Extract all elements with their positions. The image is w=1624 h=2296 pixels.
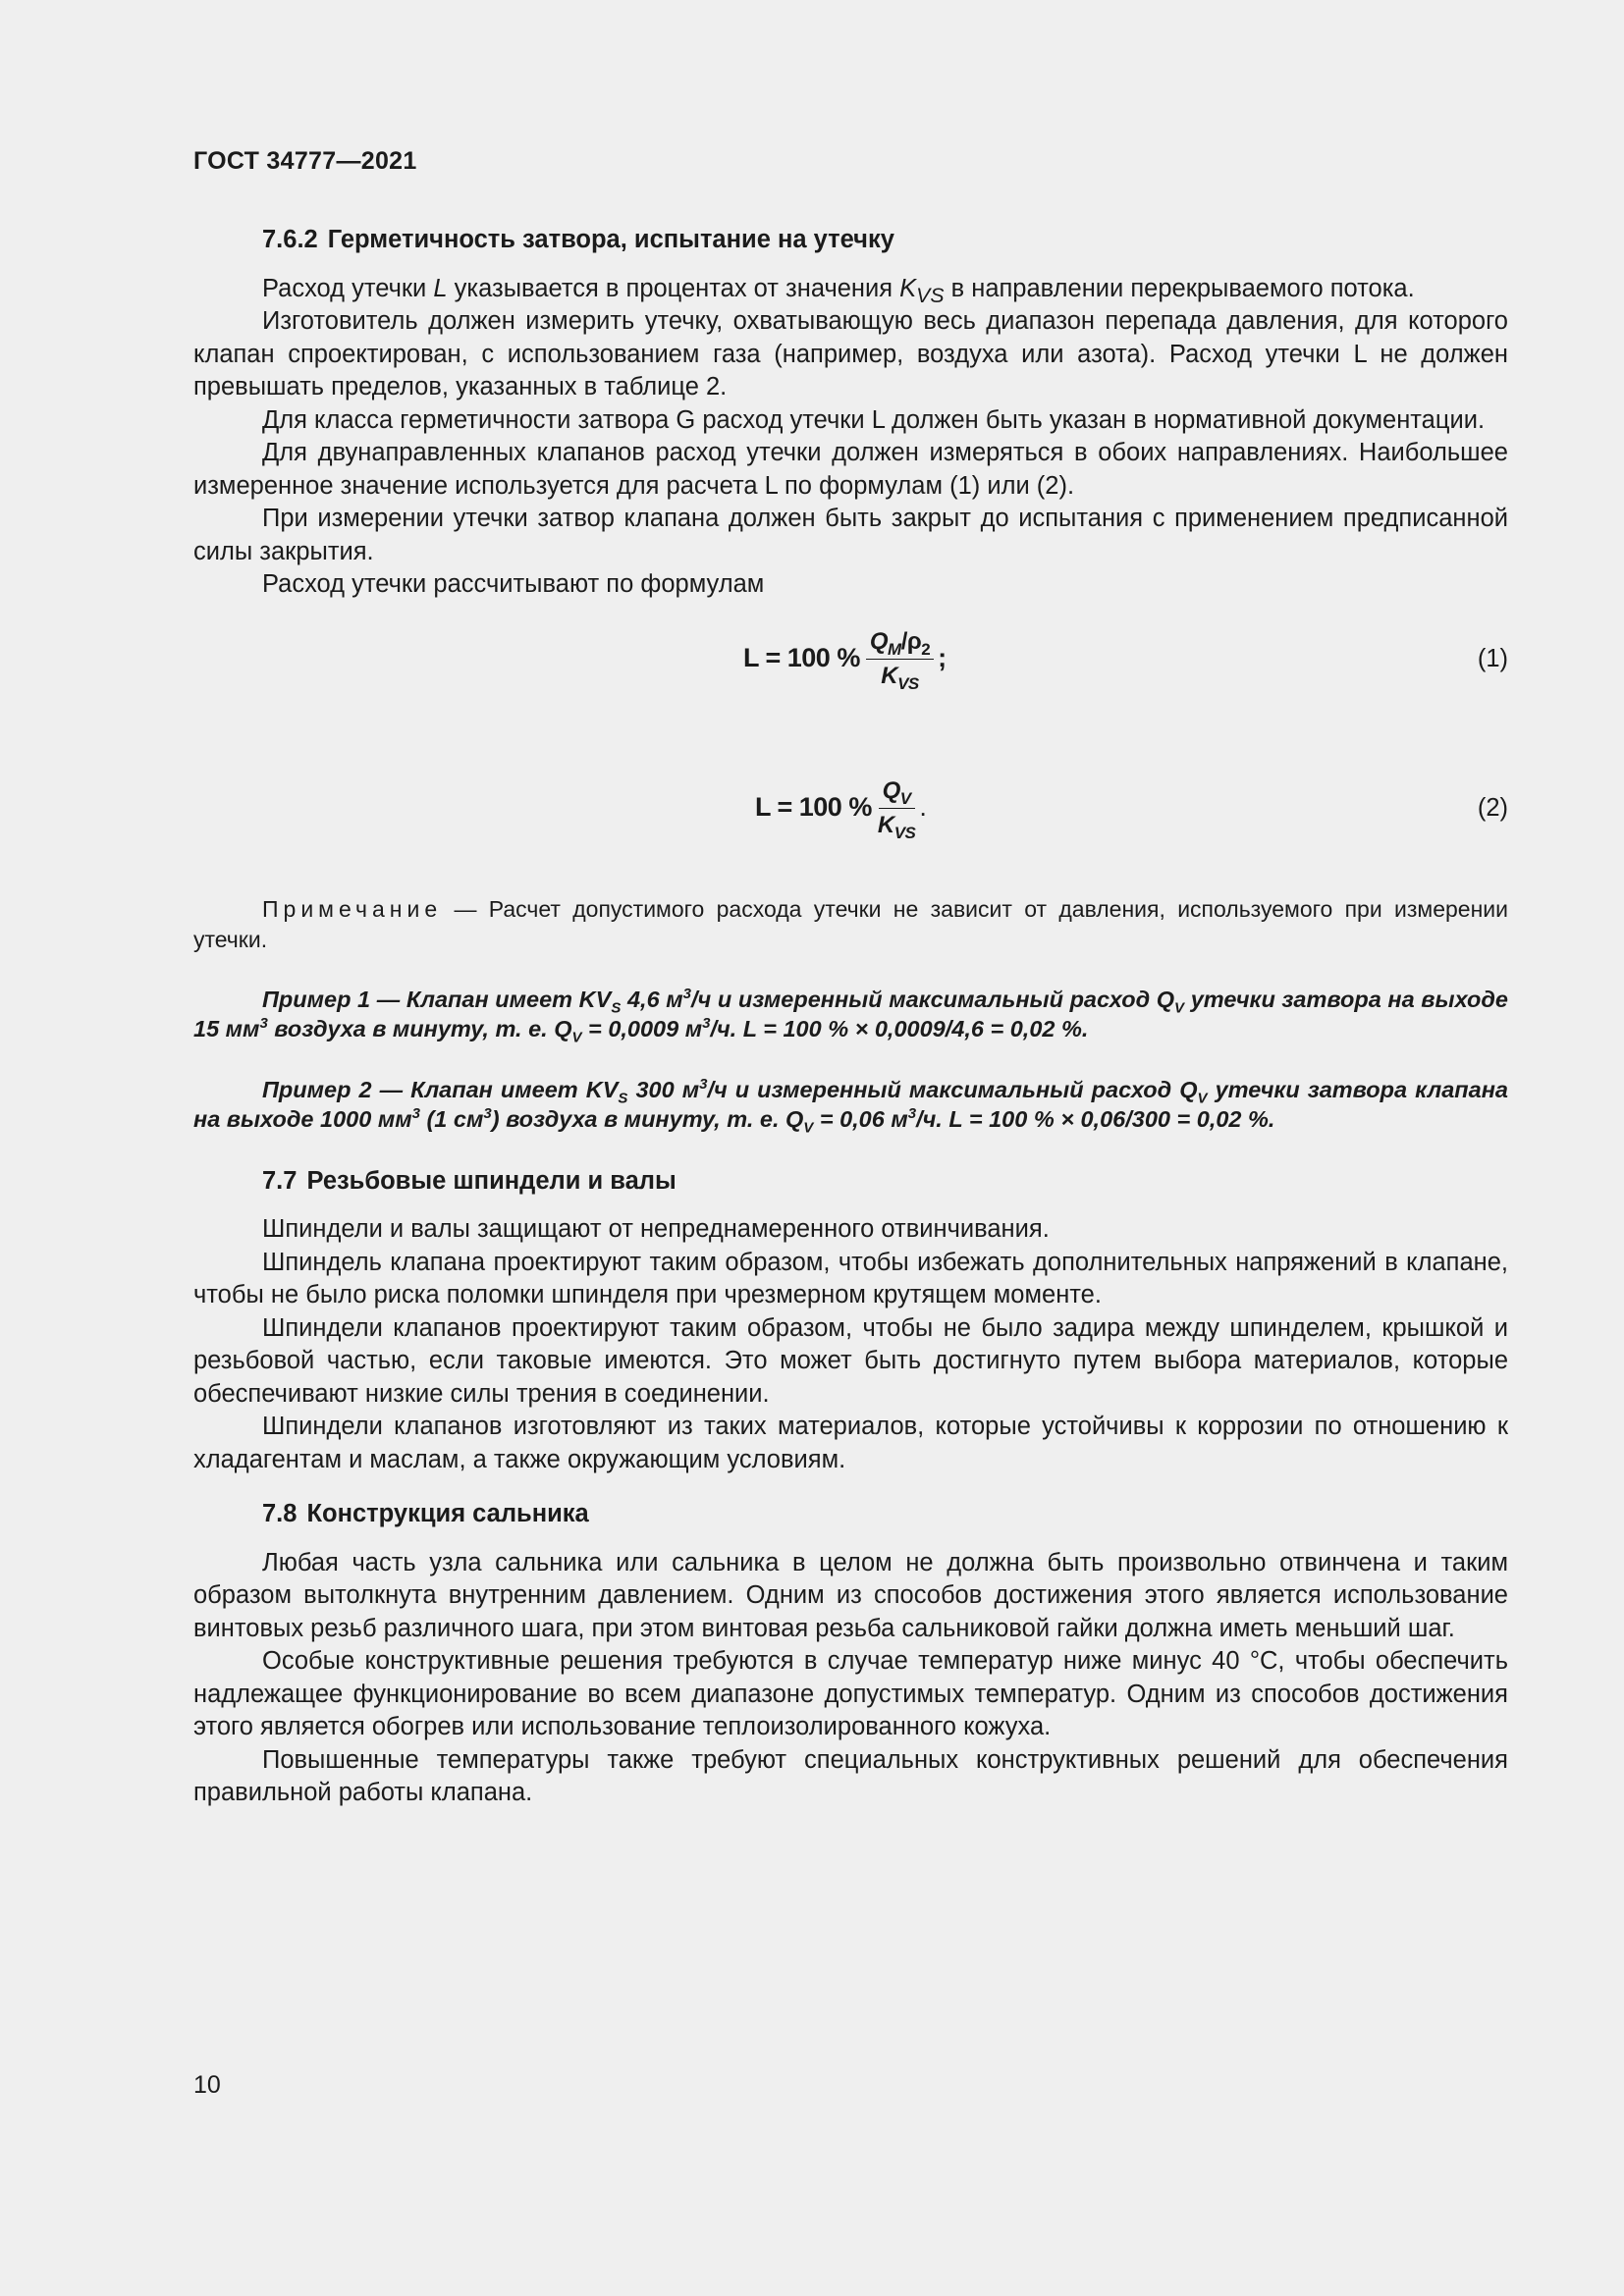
note: Примечание — Расчет допустимого расхода утечки не зависит от давления, используемого при измерении утечки. [193,895,1508,952]
example-1: Пример 1 — Клапан имеет $KV_S$ 4,6 $м^3/ч$ и измеренный максимальный расход $Q_V$ утечки затвора на выходе 15 $мм^3$ воздуха в минуту, т. е. $Q_V = 0,0009$ $м^3/ч$. L = 100 % × 0,0009/4,6 = 0,02 %. [193,985,1509,1046]
paragraph: Шпиндели клапанов проектируют таким образом, чтобы не было задира между шпинделем, крышкой и резьбовой частью, если таковые имеются. Это может быть достигнуто путем выбора материалов, которые обеспечивают низкие силы трения в соединении. [193,1313,1508,1408]
paragraph: Шпиндель клапана проектируют таким образом, чтобы избежать дополнительных напряжений в клапане, чтобы не было риска поломки шпинделя при чрезмерном крутящем моменте. [193,1248,1508,1308]
page-body [193,224,1508,1810]
fraction: $\frac{Q_M/\rho_2}{K_{VS}}$ [866,629,934,689]
paragraph: Любая часть узла сальника или сальника в целом не должна быть произвольно отвинчена и таким образом вытолкнута внутренним давлением. Одним из способов достижения этого является использование винтовых резьб различного шага, при этом винтовая резьба сальниковой гайки должна иметь меньший шаг. [193,1548,1508,1642]
paragraph: Расход утечки рассчитывают по формулам [262,570,765,598]
paragraph: Изготовитель должен измерить утечку, охватывающую весь диапазон перепада давления, для которого клапан спроектирован, с использованием газа (например, воздуха или азота). Расход утечки L не должен превышать пределов, указанных в таблице 2. [193,307,1508,400]
fraction: $\frac{Q_V}{K_{VS}}$ [877,776,916,842]
section-heading-7-8: 7.8 Конструкция сальника [262,1500,589,1527]
paragraph: Для двунаправленных клапанов расход утечки должен измеряться в обоих направлениях. Наибольшее измеренное значение используется для расчета L по формулам (1) или (2). [193,439,1508,500]
paragraph: Особые конструктивные решения требуются в случае температур ниже минус 40 °C, чтобы обеспечить надлежащее функционирование во всем диапазоне допустимых температур. Одним из способов достижения этого является обогрев или использование теплоизолированного кожуха. [193,1647,1508,1740]
paragraph: Шпиндели и валы защищают от непреднамеренного отвинчивания. [262,1215,1050,1243]
paragraph: Шпиндели клапанов изготовляют из таких материалов, которые устойчивы к коррозии по отношению к хладагентам и маслам, а также окружающим условиям. [193,1413,1508,1473]
paragraph: Повышенные температуры также требуют специальных конструктивных решений для обеспечения правильной работы клапана. [193,1745,1508,1806]
example-2: Пример 2 — Клапан имеет $KV_S$ 300 $м^3/ч$ и измеренный максимальный расход $Q_V$ утечки затвора клапана на выходе 1000 $мм^3$ (1 $см^3$) воздуха в минуту, т. е. $Q_V = 0,06$ $м^3/ч$. L = 100 % × 0,06/300 = 0,02 %. [193,1075,1508,1137]
equation-number: (1) [1477,644,1508,672]
document-id: ГОСТ 34777—2021 [193,147,417,175]
paragraph: Для класса герметичности затвора G расход утечки L должен быть указан в нормативной документации. [262,405,1486,434]
formula-1: L = 100 % $\frac{Q_M/\rho_2}{K_{VS}}$ ; (1) [743,627,1508,693]
equation-number: (2) [1477,793,1508,822]
paragraph: Расход утечки L указывается в процентах от значения $K_{VS}$ в направлении перекрываемого потока. [262,274,1415,307]
page-number: 10 [193,2071,221,2099]
formula-2: L = 100 % $\frac{Q_V}{K_{VS}}$ . (2) [755,776,1508,842]
section-heading-7-6-2: 7.6.2 Герметичность затвора, испытание на утечку [262,226,894,253]
section-heading-7-7: 7.7 Резьбовые шпиндели и валы [262,1166,677,1195]
paragraph: При измерении утечки затвор клапана должен быть закрыт до испытания с применением предписанной силы закрытия. [193,505,1508,565]
